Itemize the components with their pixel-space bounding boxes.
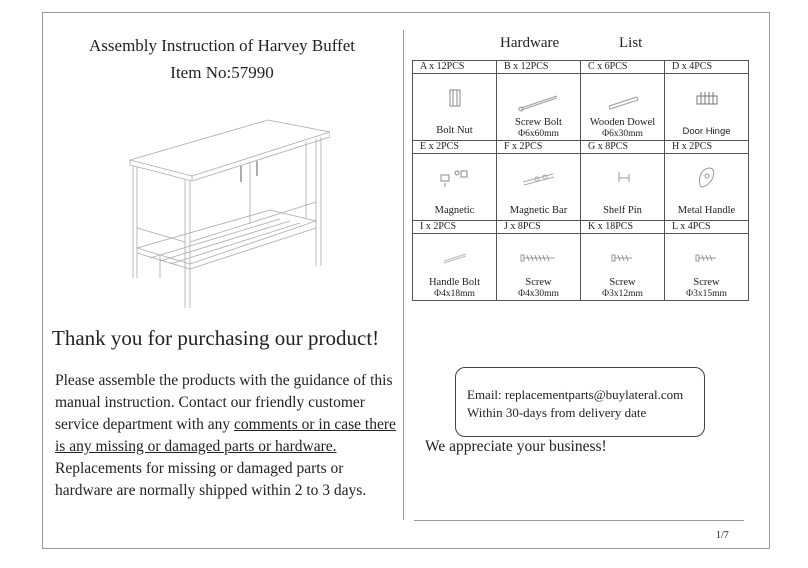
table-row [413, 74, 749, 141]
part-cell [497, 234, 581, 301]
part-label: J x 8PCS [497, 221, 581, 234]
part-name: Handle Bolt [428, 277, 481, 288]
document-title: Assembly Instruction of Harvey Buffet [89, 36, 355, 55]
part-name: Magnetic Bar [509, 205, 568, 216]
shelf-pin-icon [613, 168, 633, 188]
part-size: Φ3x15mm [686, 289, 727, 299]
table-row [413, 61, 749, 74]
buffet-illustration [120, 118, 330, 310]
part-size: Φ6x30mm [602, 129, 643, 139]
table-row [413, 234, 749, 301]
paragraph-underlined: comments or in case there is any missing or damaged parts or hardware. [55, 416, 396, 455]
part-label: I x 2PCS [413, 221, 497, 234]
part-name: Magnetic [434, 205, 475, 216]
part-label: C x 6PCS [581, 61, 665, 74]
part-name: Shelf Pin [603, 205, 642, 216]
part-name: Screw [525, 277, 552, 288]
screw-bolt-icon [517, 92, 561, 112]
part-label: B x 12PCS [497, 61, 581, 74]
metal-handle-icon [695, 165, 719, 191]
wooden-dowel-icon [605, 93, 641, 111]
part-cell [665, 234, 749, 301]
paragraph-text-2: Replacements for missing or damaged parts or hardware are normally shipped within 2 to 3 days. [55, 460, 367, 499]
handle-bolt-icon [440, 249, 470, 267]
part-label: H x 2PCS [665, 141, 749, 154]
part-cell [413, 234, 497, 301]
part-name: Screw [693, 277, 720, 288]
part-cell [665, 74, 749, 141]
hardware-title: Hardware [500, 35, 560, 51]
part-label: G x 8PCS [581, 141, 665, 154]
part-label: E x 2PCS [413, 141, 497, 154]
part-size: Φ3x12mm [602, 289, 643, 299]
part-label: L x 4PCS [665, 221, 749, 234]
magnetic-icon [435, 167, 475, 189]
part-size: Φ4x30mm [518, 289, 559, 299]
footer-rule [414, 520, 744, 521]
screw-medium-icon [610, 251, 636, 265]
part-cell [581, 234, 665, 301]
table-row [413, 141, 749, 154]
contact-email[interactable]: Email: replacementparts@buylateral.com [467, 387, 684, 402]
part-name: Door Hinge [682, 126, 731, 137]
table-row [413, 221, 749, 234]
list-title: List [619, 35, 643, 51]
part-cell [413, 74, 497, 141]
item-number: Item No:57990 [170, 63, 274, 82]
contact-box [455, 367, 705, 437]
part-name: Screw Bolt [515, 117, 562, 128]
paragraph-text-1: Please assemble the products with the guidance of this manual instruction. Contact our friendly customer service department with any [55, 372, 393, 433]
part-size: Φ6x60mm [518, 129, 559, 139]
part-name: Screw [609, 277, 636, 288]
thank-you-heading: Thank you for purchasing our product! [52, 326, 380, 350]
part-cell [413, 154, 497, 221]
hardware-table [412, 60, 749, 301]
part-label: A x 12PCS [413, 61, 497, 74]
part-cell [497, 154, 581, 221]
contact-note: Within 30-days from delivery date [467, 405, 647, 420]
part-name: Metal Handle [677, 205, 736, 216]
bolt-nut-icon [447, 88, 463, 108]
appreciation-text: We appreciate your business! [425, 438, 607, 455]
part-cell [581, 154, 665, 221]
instruction-paragraph [55, 370, 400, 502]
part-label: F x 2PCS [497, 141, 581, 154]
column-divider [403, 30, 404, 520]
part-label: D x 4PCS [665, 61, 749, 74]
part-cell [497, 74, 581, 141]
page-number: 1/7 [716, 530, 729, 541]
screw-long-icon [519, 249, 559, 267]
part-size: Φ4x18mm [434, 289, 475, 299]
screw-small-icon [694, 251, 720, 265]
part-cell [581, 74, 665, 141]
part-cell [665, 154, 749, 221]
door-hinge-icon [692, 90, 722, 110]
table-row [413, 154, 749, 221]
part-name: Bolt Nut [436, 125, 473, 136]
part-name: Wooden Dowel [589, 117, 656, 128]
magnetic-bar-icon [519, 168, 559, 188]
part-label: K x 18PCS [581, 221, 665, 234]
